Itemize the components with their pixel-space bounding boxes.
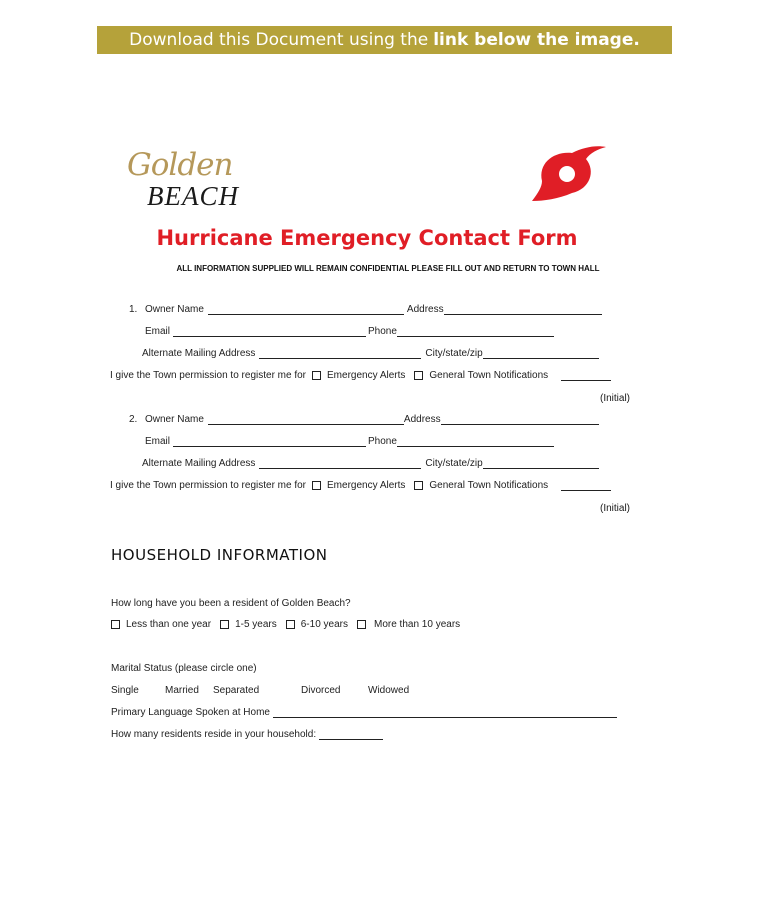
banner-link-text[interactable]: link below the image. <box>433 30 640 50</box>
owner1-address-field[interactable] <box>444 305 602 315</box>
owner2-phone-label: Phone <box>368 436 397 447</box>
logo-golden-text: Golden <box>127 147 233 183</box>
residence-question-label: How long have you been a resident of Golden Beach? <box>111 598 351 609</box>
marital-option[interactable]: Married <box>165 685 199 696</box>
residence-option-checkbox[interactable] <box>220 620 229 629</box>
owner2-permission-label: I give the Town permission to register me for <box>110 480 307 491</box>
owner1-number: 1. <box>129 304 138 315</box>
owner2-alerts-checkbox[interactable] <box>312 481 321 490</box>
owner2-name-row <box>129 414 599 425</box>
marital-option[interactable]: Divorced <box>301 685 341 696</box>
marital-status-row <box>111 663 257 674</box>
residence-option-label: Less than one year <box>126 619 212 630</box>
residents-row <box>111 729 383 740</box>
logo-beach-text: BEACH <box>147 181 239 211</box>
owner1-initial-field[interactable] <box>561 371 611 381</box>
language-field[interactable] <box>273 708 617 718</box>
owner2-name-field[interactable] <box>208 415 404 425</box>
owner2-phone-field[interactable] <box>397 437 554 447</box>
golden-beach-logo <box>127 148 262 212</box>
owner1-alt-mail-row <box>142 348 599 359</box>
owner2-alt-mail-row <box>142 458 599 469</box>
owner2-address-label: Address <box>403 414 441 425</box>
household-heading: HOUSEHOLD INFORMATION <box>111 546 328 564</box>
marital-option[interactable]: Single <box>111 685 139 696</box>
residence-option-checkbox[interactable] <box>111 620 120 629</box>
owner2-email-row <box>145 436 554 447</box>
owner2-notifications-checkbox[interactable] <box>414 481 423 490</box>
residents-field[interactable] <box>319 730 383 740</box>
owner1-alerts-checkbox[interactable] <box>312 371 321 380</box>
owner1-phone-label: Phone <box>368 326 397 337</box>
owner1-permission-row <box>110 370 611 381</box>
form-subtitle: ALL INFORMATION SUPPLIED WILL REMAIN CONFIDENTIAL PLEASE FILL OUT AND RETURN TO TOWN HALL <box>176 264 600 273</box>
owner1-name-field[interactable] <box>208 305 404 315</box>
residence-question <box>111 598 351 609</box>
marital-status-label: Marital Status (please circle one) <box>111 663 257 674</box>
owner2-permission-row <box>110 480 611 491</box>
owner1-phone-field[interactable] <box>397 327 554 337</box>
marital-options-row <box>111 685 409 696</box>
owner1-name-label: Owner Name <box>145 304 204 315</box>
owner1-notifications-label: General Town Notifications <box>429 370 549 381</box>
owner1-initial-label: (Initial) <box>600 393 631 404</box>
residence-option-label: 6-10 years <box>300 619 348 630</box>
owner2-city-label: City/state/zip <box>425 458 483 469</box>
owner1-alerts-label: Emergency Alerts <box>327 370 406 381</box>
residence-option-label: 1-5 years <box>235 619 277 630</box>
language-row <box>111 707 617 718</box>
residence-option-checkbox[interactable] <box>286 620 295 629</box>
owner2-address-field[interactable] <box>441 415 599 425</box>
owner2-email-field[interactable] <box>173 437 366 447</box>
owner2-initial-label: (Initial) <box>600 503 631 514</box>
owner1-city-label: City/state/zip <box>425 348 483 359</box>
owner2-number: 2. <box>129 414 138 425</box>
residents-label: How many residents reside in your household: <box>111 729 317 740</box>
hurricane-icon <box>528 141 606 203</box>
owner1-address-label: Address <box>406 304 444 315</box>
owner1-city-field[interactable] <box>483 349 599 359</box>
owner2-notifications-label: General Town Notifications <box>429 480 549 491</box>
owner2-alerts-label: Emergency Alerts <box>327 480 406 491</box>
owner2-name-label: Owner Name <box>145 414 204 425</box>
download-banner[interactable] <box>97 26 672 54</box>
banner-text: Download this Document using the <box>129 30 429 50</box>
owner1-email-label: Email <box>145 326 171 337</box>
owner1-notifications-checkbox[interactable] <box>414 371 423 380</box>
owner2-city-field[interactable] <box>483 459 599 469</box>
marital-option[interactable]: Widowed <box>368 685 410 696</box>
owner2-alt-mail-field[interactable] <box>259 459 421 469</box>
owner1-name-row <box>129 304 602 315</box>
owner1-email-row <box>145 326 554 337</box>
residence-option-checkbox[interactable] <box>357 620 366 629</box>
marital-option[interactable]: Separated <box>213 685 260 696</box>
owner2-email-label: Email <box>145 436 171 447</box>
owner2-alt-mail-label: Alternate Mailing Address <box>142 458 256 469</box>
language-label: Primary Language Spoken at Home <box>111 707 270 718</box>
residence-options-row <box>111 619 460 630</box>
owner1-email-field[interactable] <box>173 327 366 337</box>
residence-option-label: More than 10 years <box>374 619 461 630</box>
form-title: Hurricane Emergency Contact Form <box>156 226 578 250</box>
owner1-alt-mail-field[interactable] <box>259 349 421 359</box>
owner1-alt-mail-label: Alternate Mailing Address <box>142 348 256 359</box>
owner2-initial-field[interactable] <box>561 481 611 491</box>
owner1-permission-label: I give the Town permission to register me for <box>110 370 307 381</box>
